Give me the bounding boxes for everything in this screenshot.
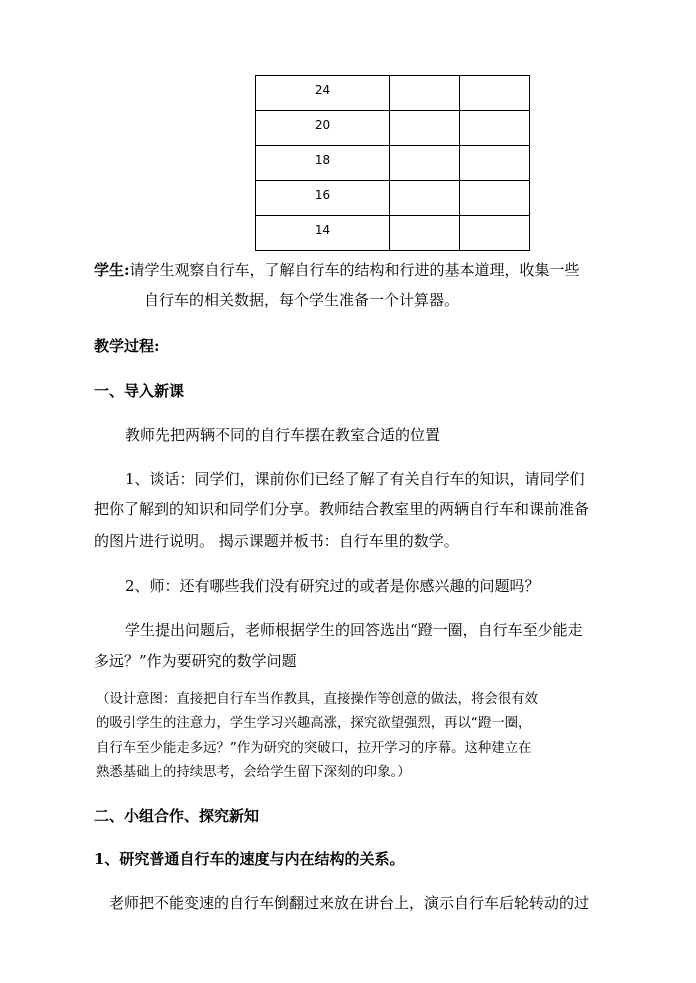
design-note-line-2: 的吸引学生的注意力，学生学习兴趣高涨，探究欲望强烈，再以“蹬一圈， <box>96 716 532 731</box>
table-row <box>256 146 530 181</box>
section-1-paragraph-2-line-3: 的图片进行说明。 揭示课题并板书：自行车里的数学。 <box>94 532 459 550</box>
section-1-paragraph-2-line-2: 把你了解到的知识和同学们分享。教师结合教室里的两辆自行车和课前准备 <box>94 500 590 518</box>
design-note-line-3: 自行车至少能走多远？”作为研究的突破口，拉开学习的序幕。这种建立在 <box>96 741 532 756</box>
data-table <box>255 75 530 251</box>
section-1-paragraph-2-line-1: 1、谈话：同学们，课前你们已经了解了有关自行车的知识，请同学们 <box>125 470 585 488</box>
table-cell <box>460 76 530 111</box>
table-cell <box>390 111 460 146</box>
table-cell <box>390 216 460 251</box>
teaching-process-heading: 教学过程: <box>94 337 160 355</box>
table-cell <box>256 181 390 216</box>
cell-value: 20 <box>314 118 331 132</box>
table-cell <box>460 111 530 146</box>
section-2-paragraph-1: 老师把不能变速的自行车倒翻过来放在讲台上，演示自行车后轮转动的过 <box>109 894 590 912</box>
student-label: 学生: <box>94 261 130 279</box>
section-1-paragraph-1: 教师先把两辆不同的自行车摆在教室合适的位置 <box>125 426 441 444</box>
table-row <box>256 111 530 146</box>
table-cell <box>460 181 530 216</box>
table-cell <box>460 216 530 251</box>
student-prep-text: 请学生观察自行车，了解自行车的结构和行进的基本道理，收集一些 <box>129 261 580 279</box>
cell-value: 14 <box>314 223 331 237</box>
design-note-line-1: （设计意图：直接把自行车当作教具，直接操作等创意的做法，将会很有效 <box>96 692 538 707</box>
section-2-heading: 二、小组合作、探究新知 <box>94 807 260 825</box>
cell-value: 18 <box>314 153 331 167</box>
design-note-line-4: 熟悉基础上的持续思考，会给学生留下深刻的印象。） <box>96 765 411 780</box>
table-row <box>256 76 530 111</box>
table-cell <box>256 76 390 111</box>
cell-value: 24 <box>314 83 331 97</box>
table-cell <box>390 181 460 216</box>
section-1-heading: 一、导入新课 <box>94 382 185 400</box>
table-cell <box>256 111 390 146</box>
section-2-subheading-1: 1、研究普通自行车的速度与内在结构的关系。 <box>94 850 405 868</box>
student-prep-line-2: 自行车的相关数据，每个学生准备一个计算器。 <box>144 291 460 309</box>
table-cell <box>390 76 460 111</box>
student-prep-line-1 <box>94 260 580 280</box>
section-1-paragraph-4-line-1: 学生提出问题后，老师根据学生的回答选出“蹬一圈，自行车至少能走 <box>125 621 583 639</box>
section-1-paragraph-4-line-2: 多远？”作为要研究的数学问题 <box>94 652 297 670</box>
table-cell <box>460 146 530 181</box>
cell-value: 16 <box>314 188 331 202</box>
table-row <box>256 181 530 216</box>
section-1-paragraph-3: 2、师：还有哪些我们没有研究过的或者是你感兴趣的问题吗？ <box>125 577 540 595</box>
table-cell <box>390 146 460 181</box>
table-cell <box>256 146 390 181</box>
table-cell <box>256 216 390 251</box>
table-row <box>256 216 530 251</box>
